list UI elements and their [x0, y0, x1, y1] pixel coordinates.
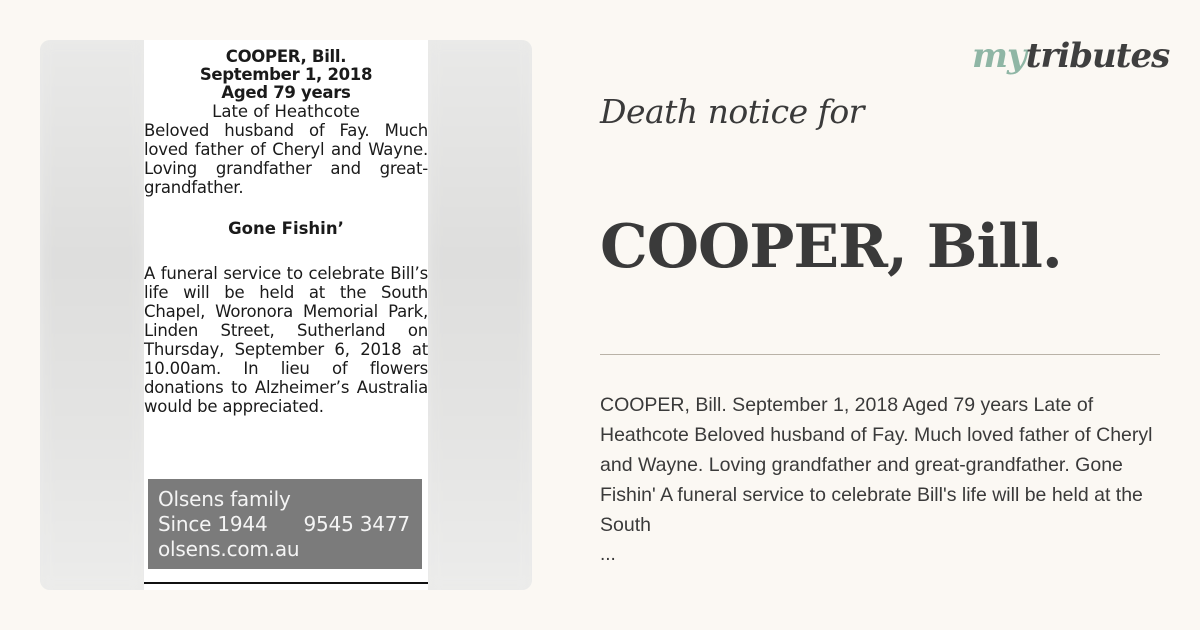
ad-website: olsens.com.au — [158, 537, 300, 561]
ad-line-1: Olsens family — [158, 487, 291, 511]
notice-image — [40, 40, 532, 590]
notice-for-label: Death notice for — [600, 92, 864, 131]
clipping-date: September 1, 2018 — [199, 65, 373, 84]
newspaper-clipping — [144, 40, 428, 590]
funeral-home-ad — [148, 479, 422, 569]
divider — [600, 354, 1160, 355]
deceased-name: COOPER, Bill. — [600, 212, 1062, 282]
clipping-late-of: Late of Heathcote — [212, 102, 360, 121]
clipping-name: COOPER, Bill. — [225, 47, 347, 66]
notice-excerpt: COOPER, Bill. September 1, 2018 Aged 79 years Late of Heathcote Beloved husband of Fay. Much loved father of Cheryl and Wayne. Loving grandfather and great-grandfather. Gone Fishin' A funeral service to celebrate Bill's life will be held at the South — [600, 394, 1153, 536]
image-blur-right — [428, 40, 532, 590]
clipping-bottom-rule — [144, 582, 428, 584]
clipping-gone-fishin: Gone Fishin’ — [228, 219, 344, 238]
mytributes-logo: mytributes — [972, 36, 1170, 76]
clipping-body-1: Beloved husband of Fay. Much loved father of Cheryl and Wayne. Loving grandfather and great-grandfather. — [144, 121, 428, 197]
image-blur-left — [40, 40, 144, 590]
ad-since: Since 1944 — [158, 512, 268, 536]
excerpt-ellipsis: ... — [600, 544, 616, 565]
ad-phone: 9545 3477 — [303, 512, 410, 536]
clipping-age: Aged 79 years — [221, 83, 351, 102]
clipping-body-2: A funeral service to celebrate Bill’s life will be held at the South Chapel, Woronora Memorial Park, Linden Street, Sutherland on Thursday, September 6, 2018 at 10.00am. In lieu of flowers donations to Alzheimer’s Australia would be appreciated. — [144, 264, 428, 416]
